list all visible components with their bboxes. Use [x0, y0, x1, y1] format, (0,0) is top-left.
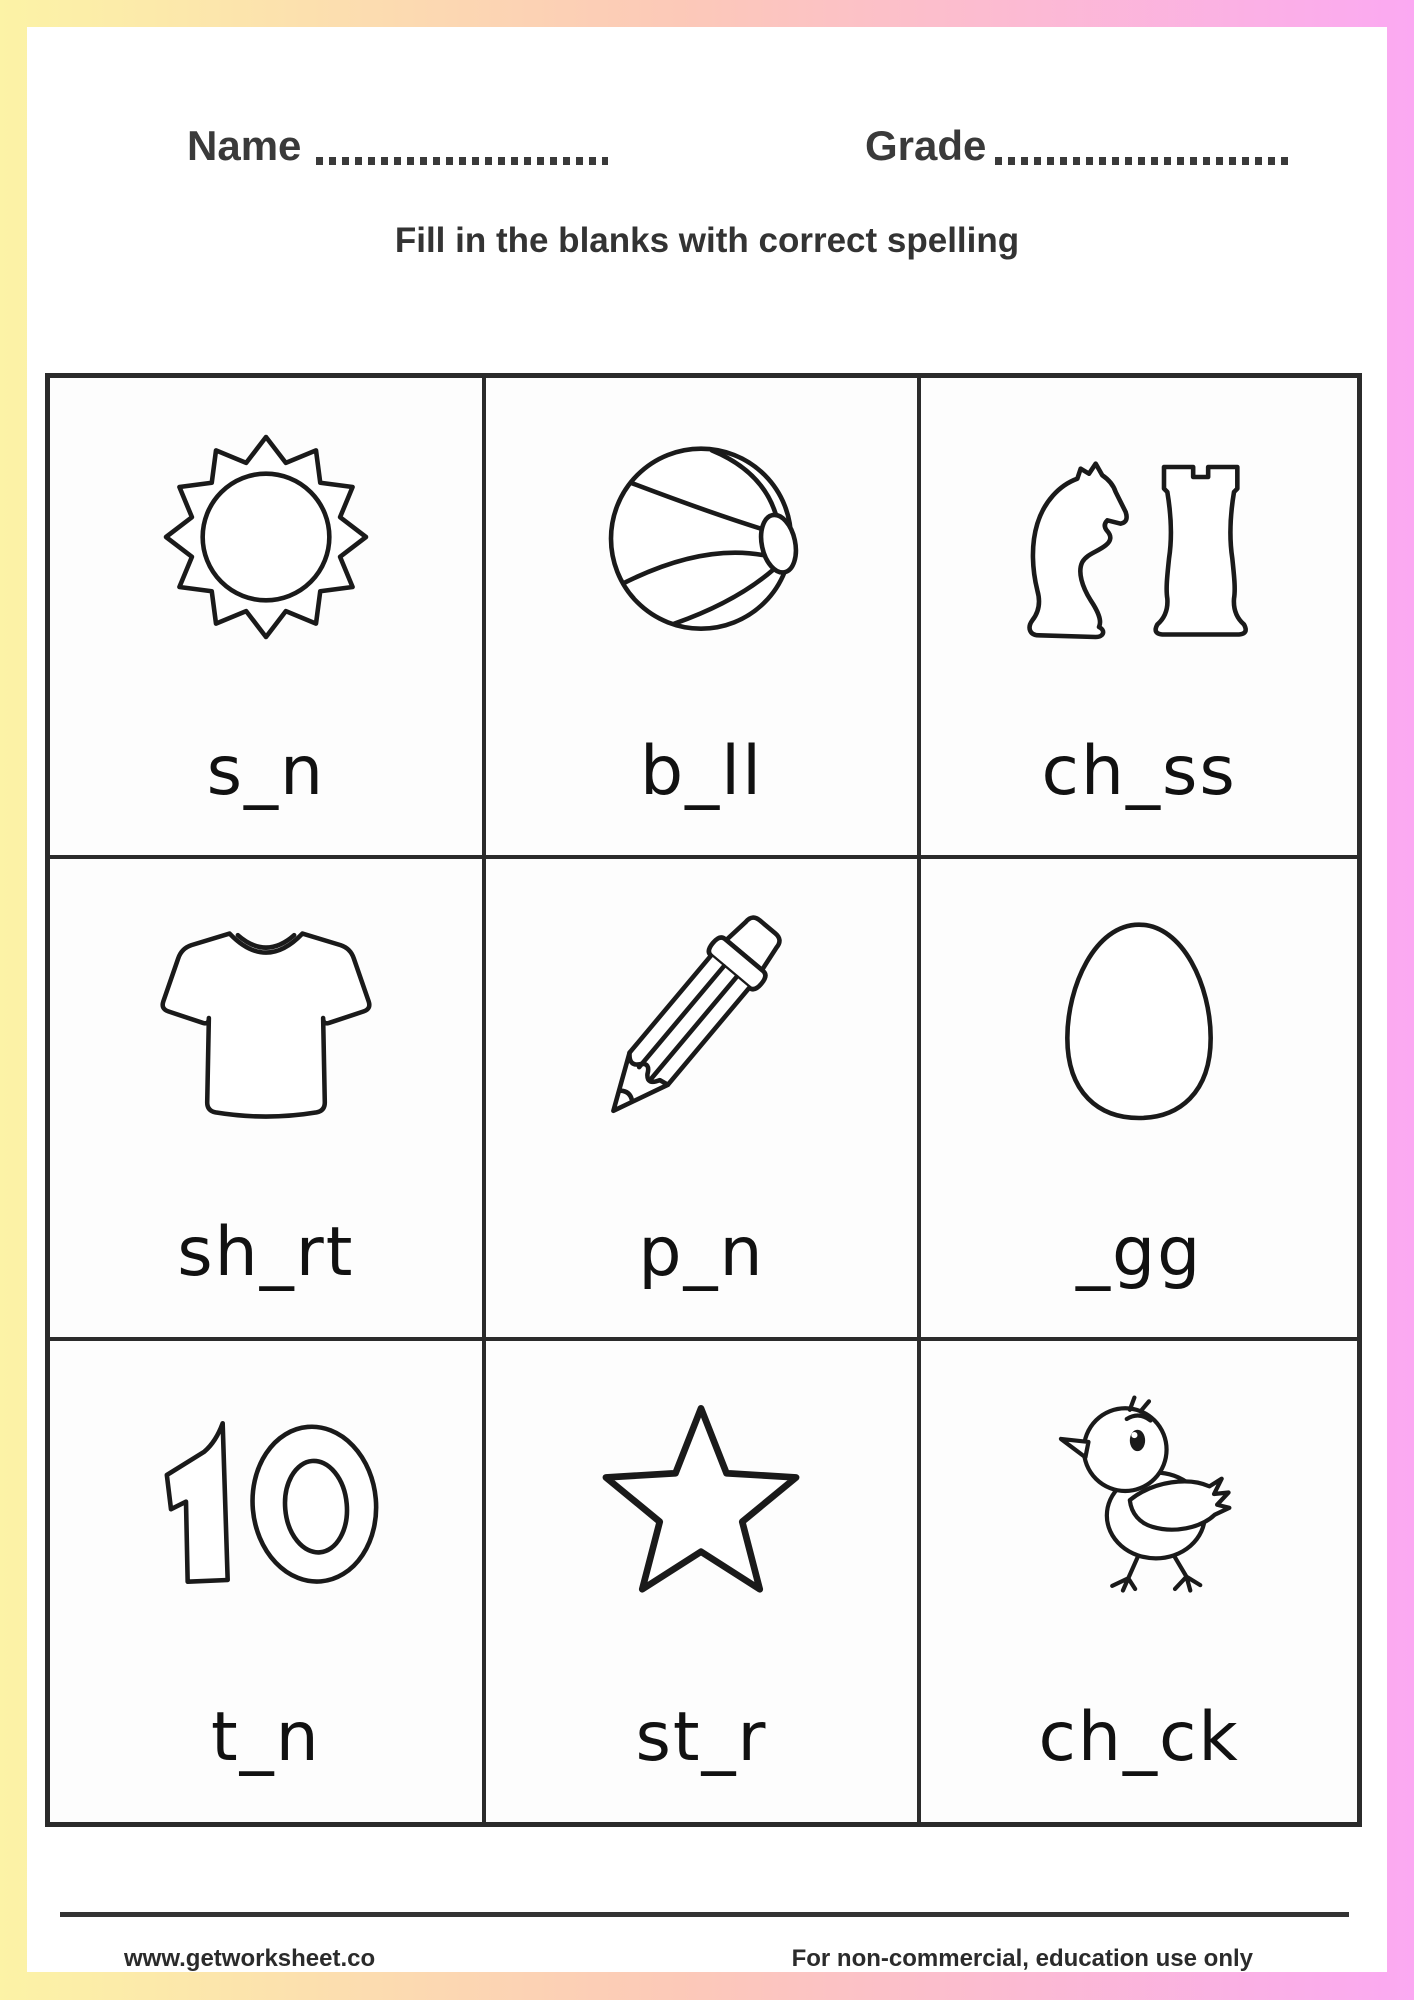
- grid-cell-chess: [921, 378, 1357, 859]
- word-blank: ch_ss: [1041, 731, 1237, 811]
- chick-icon: [1017, 1375, 1262, 1610]
- word-blank: t_n: [210, 1698, 321, 1778]
- pencil-icon: [576, 893, 826, 1143]
- word-blank: sh_rt: [177, 1212, 355, 1292]
- grid-cell-chick: [921, 1341, 1357, 1822]
- spelling-grid: [45, 373, 1362, 1827]
- footer-divider: [60, 1912, 1349, 1917]
- worksheet-page: [27, 27, 1387, 1972]
- beach-ball-icon: [576, 412, 826, 662]
- grid-cell-shirt: [50, 859, 486, 1340]
- grid-cell-egg: [921, 859, 1357, 1340]
- word-blank: b_ll: [640, 731, 763, 811]
- word-blank: _gg: [1075, 1212, 1203, 1292]
- word-blank: p_n: [638, 1212, 765, 1292]
- star-icon: [574, 1375, 829, 1625]
- name-fill-line: [316, 157, 608, 165]
- egg-icon: [1014, 893, 1264, 1143]
- name-label: Name: [187, 122, 302, 169]
- grid-cell-ten: [50, 1341, 486, 1822]
- word-blank: s_n: [206, 731, 326, 811]
- grade-fill-line: [995, 157, 1292, 165]
- worksheet-title: Fill in the blanks with correct spelling: [394, 221, 1020, 260]
- word-blank: st_r: [635, 1698, 768, 1778]
- grid-cell-pencil: [486, 859, 922, 1340]
- number-ten-icon: [123, 1375, 408, 1625]
- grid-cell-ball: [486, 378, 922, 859]
- footer-license-note: For non-commercial, education use only: [791, 1945, 1253, 1972]
- footer-site-url: www.getworksheet.co: [124, 1945, 376, 1972]
- word-blank: ch_ck: [1038, 1698, 1240, 1778]
- t-shirt-icon: [133, 893, 398, 1143]
- chess-pieces-icon: [989, 412, 1289, 662]
- grid-cell-sun: [50, 378, 486, 859]
- grade-label: Grade: [865, 122, 987, 169]
- grid-cell-star: [486, 1341, 922, 1822]
- sun-icon: [141, 412, 391, 662]
